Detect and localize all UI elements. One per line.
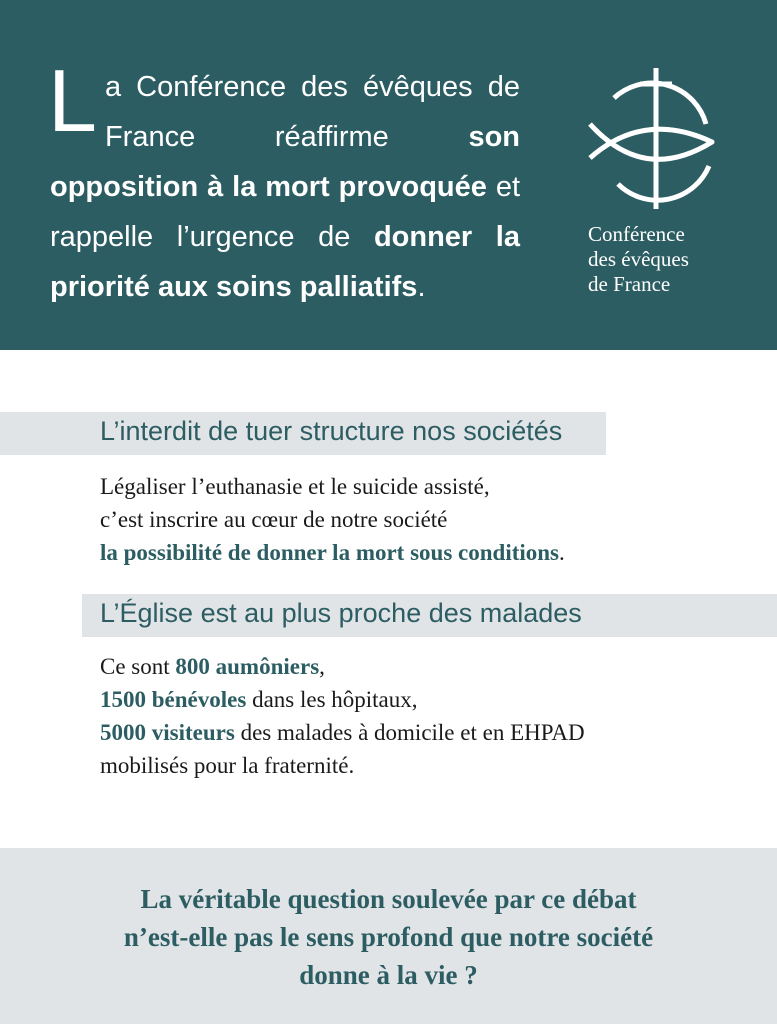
question-line-3: donne à la vie ? (299, 960, 478, 990)
section-1-line-2: c’est inscrire au cœur de notre société (100, 507, 448, 532)
chaplains-count: 800 aumôniers (175, 654, 320, 679)
intro-text-1: a Conférence des évêques de France réaffirme (104, 71, 520, 153)
logo-line-2: des évêques (588, 247, 689, 271)
visitors-count: 5000 visiteurs (100, 720, 235, 745)
intro-bold-1: son opposition à la mort provoquée (50, 121, 520, 203)
section-2-heading: L’Église est au plus proche des malades (100, 598, 582, 628)
volunteers-count: 1500 bénévoles (100, 687, 247, 712)
section-2-line-2-end: dans les hôpitaux, (246, 687, 418, 712)
section-2-body (100, 650, 585, 782)
drop-cap: L (48, 51, 97, 150)
section-1-line-1: Légaliser l’euthanasie et le suicide assisté, (100, 474, 490, 499)
intro-text-2: et rappelle l’urgence de (50, 171, 520, 253)
section-2-line-3 (100, 716, 585, 749)
question-line-2: n’est-elle pas le sens profond que notre société (123, 922, 654, 952)
section-2-line-1-start: Ce sont (100, 654, 176, 679)
section-1-body (100, 470, 565, 569)
section-2-line-2 (100, 683, 585, 716)
question-line-1: La véritable question soulevée par ce débat (140, 884, 637, 914)
section-2-line-3-end: des malades à domicile et en EHPAD (234, 720, 585, 745)
logo-line-3: de France (588, 272, 671, 296)
section-1-line-3-end: . (559, 540, 565, 565)
section-2-line-4: mobilisés pour la fraternité. (100, 753, 355, 778)
intro-bold-2: donner la priorité aux soins palliatifs (50, 221, 520, 303)
logo-wordmark (588, 222, 748, 297)
closing-question (0, 880, 777, 994)
intro-statement (48, 51, 520, 312)
section-2-line-1 (100, 650, 585, 683)
section-1-line-3 (100, 536, 565, 569)
section-1-highlight: la possibilité de donner la mort sous conditions (100, 540, 560, 565)
logo-line-1: Conférence (588, 222, 685, 246)
section-1-heading: L’interdit de tuer structure nos sociétés (100, 416, 563, 446)
cross-fish-circle-logo-icon (584, 66, 718, 211)
intro-text-3: . (417, 271, 426, 303)
section-2-line-1-end: , (319, 654, 325, 679)
